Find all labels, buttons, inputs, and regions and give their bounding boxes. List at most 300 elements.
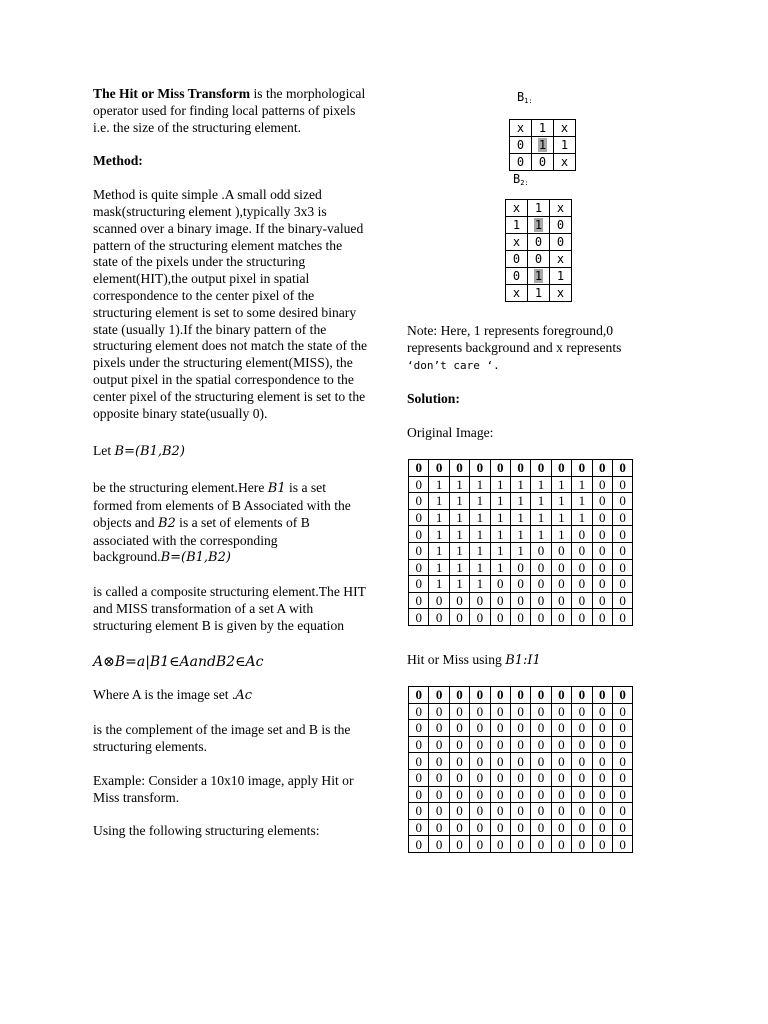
grid-cell: 1 xyxy=(429,493,449,510)
grid-cell: 1 xyxy=(429,542,449,559)
grid-cell: 0 xyxy=(531,803,551,820)
grid-cell: 0 xyxy=(592,736,612,753)
grid-cell: 0 xyxy=(490,819,510,836)
grid-cell: 0 xyxy=(409,526,429,543)
grid-cell: 0 xyxy=(572,769,592,786)
se-cell: 1 xyxy=(554,137,576,154)
grid-cell: 0 xyxy=(531,703,551,720)
grid-cell: 0 xyxy=(510,819,530,836)
se-cell: 0 xyxy=(532,154,554,171)
grid-cell: 0 xyxy=(531,559,551,576)
hit-or-miss-label: Hit or Miss using B1:I1 xyxy=(407,652,541,668)
grid-cell: 0 xyxy=(409,509,429,526)
grid-cell: 1 xyxy=(429,576,449,593)
grid-cell: 0 xyxy=(490,736,510,753)
grid-cell: 1 xyxy=(449,493,469,510)
grid-cell: 1 xyxy=(572,476,592,493)
grid-cell: 0 xyxy=(572,592,592,609)
intro-paragraph: The Hit or Miss Transform is the morphological operator used for finding local patterns of pixels i.e. the size of the structuring element. xyxy=(93,86,366,135)
grid-cell: 0 xyxy=(612,803,632,820)
grid-cell: 0 xyxy=(409,786,429,803)
grid-cell: 0 xyxy=(429,687,449,704)
grid-cell: 0 xyxy=(592,753,612,770)
grid-cell: 1 xyxy=(531,509,551,526)
se-cell: 0 xyxy=(528,251,550,268)
grid-cell: 0 xyxy=(510,609,530,626)
grid-row xyxy=(409,576,633,593)
grid-row xyxy=(409,493,633,510)
grid-cell: 0 xyxy=(429,736,449,753)
method-heading: Method: xyxy=(93,153,143,169)
grid-cell: 0 xyxy=(470,592,490,609)
grid-cell: 0 xyxy=(449,720,469,737)
grid-row xyxy=(409,460,633,477)
grid-cell: 1 xyxy=(551,476,571,493)
se-cell: 1 xyxy=(528,285,550,302)
grid-cell: 0 xyxy=(531,720,551,737)
grid-cell: 0 xyxy=(592,559,612,576)
grid-cell: 0 xyxy=(409,720,429,737)
let-formula: B=(B1,B2) xyxy=(114,444,185,460)
se-cell: 0 xyxy=(550,217,572,234)
grid-cell: 0 xyxy=(449,736,469,753)
grid-cell: 0 xyxy=(409,576,429,593)
se-row xyxy=(506,268,572,285)
se-row xyxy=(506,200,572,217)
grid-cell: 0 xyxy=(510,753,530,770)
se-cell: x xyxy=(506,200,528,217)
grid-cell: 0 xyxy=(470,687,490,704)
grid-cell: 0 xyxy=(449,753,469,770)
grid-cell: 0 xyxy=(429,819,449,836)
grid-cell: 0 xyxy=(592,720,612,737)
grid-cell: 1 xyxy=(531,493,551,510)
grid-cell: 0 xyxy=(551,687,571,704)
grid-cell: 0 xyxy=(531,542,551,559)
grid-cell: 0 xyxy=(470,786,490,803)
let-line: Let B=(B1,B2) xyxy=(93,443,185,460)
se-cell: 1 xyxy=(528,268,550,285)
grid-cell: 1 xyxy=(429,526,449,543)
se-cell: x xyxy=(550,200,572,217)
se-cell: x xyxy=(506,234,528,251)
grid-cell: 1 xyxy=(510,476,530,493)
grid-cell: 1 xyxy=(470,493,490,510)
grid-cell: 0 xyxy=(612,819,632,836)
structuring-element-paragraph: be the structuring element.Here B1 is a set formed from elements of B Associated with the objects and B2 is a set of elements of B associated with the corresponding background.B=(B1,B2) xyxy=(93,480,351,566)
grid-cell: 0 xyxy=(490,609,510,626)
grid-cell: 0 xyxy=(470,803,490,820)
grid-cell: 0 xyxy=(592,819,612,836)
grid-cell: 0 xyxy=(510,460,530,477)
grid-row xyxy=(409,687,633,704)
note-paragraph: Note: Here, 1 represents foreground,0 represents background and x represents ‘don’t care ‘. xyxy=(407,323,622,372)
example-paragraph: Example: Consider a 10x10 image, apply Hit or Miss transform. xyxy=(93,772,354,805)
grid-cell: 1 xyxy=(449,576,469,593)
se-cell: 1 xyxy=(550,268,572,285)
composite-paragraph: is called a composite structuring element.The HIT and MISS transformation of a set A with structuring element B is given by the equation xyxy=(93,584,366,633)
grid-cell: 0 xyxy=(612,769,632,786)
grid-cell: 0 xyxy=(551,559,571,576)
se-cell: x xyxy=(506,285,528,302)
b2-label: $B_{2:}$ xyxy=(513,172,529,187)
where-line: Where A is the image set .Ac xyxy=(93,687,252,704)
grid-cell: 0 xyxy=(551,576,571,593)
grid-cell: 0 xyxy=(409,476,429,493)
grid-cell: 0 xyxy=(449,687,469,704)
grid-cell: 0 xyxy=(409,836,429,853)
grid-cell: 1 xyxy=(551,509,571,526)
grid-cell: 1 xyxy=(490,542,510,559)
grid-cell: 1 xyxy=(490,559,510,576)
grid-cell: 0 xyxy=(510,576,530,593)
grid-cell: 0 xyxy=(429,703,449,720)
grid-cell: 0 xyxy=(551,592,571,609)
grid-cell: 0 xyxy=(592,609,612,626)
grid-cell: 0 xyxy=(490,576,510,593)
grid-cell: 0 xyxy=(510,786,530,803)
grid-row xyxy=(409,753,633,770)
grid-cell: 1 xyxy=(449,509,469,526)
grid-cell: 0 xyxy=(531,687,551,704)
grid-cell: 0 xyxy=(449,803,469,820)
original-image-label: Original Image: xyxy=(407,425,494,440)
grid-cell: 0 xyxy=(612,592,632,609)
grid-cell: 0 xyxy=(490,786,510,803)
grid-cell: 0 xyxy=(429,592,449,609)
grid-cell: 0 xyxy=(409,803,429,820)
grid-cell: 1 xyxy=(470,526,490,543)
grid-cell: 0 xyxy=(572,819,592,836)
grid-cell: 1 xyxy=(429,509,449,526)
se-row xyxy=(506,251,572,268)
grid-row xyxy=(409,542,633,559)
grid-cell: 0 xyxy=(592,509,612,526)
se-cell: x xyxy=(510,120,532,137)
grid-row xyxy=(409,769,633,786)
hit-or-miss-result-grid xyxy=(408,686,633,853)
grid-cell: 0 xyxy=(592,460,612,477)
grid-cell: 1 xyxy=(551,526,571,543)
grid-cell: 0 xyxy=(449,703,469,720)
grid-cell: 0 xyxy=(612,836,632,853)
complement-paragraph: is the complement of the image set and B is the structuring elements. xyxy=(93,722,351,754)
grid-cell: 0 xyxy=(429,836,449,853)
grid-cell: 0 xyxy=(612,576,632,593)
grid-cell: 0 xyxy=(490,592,510,609)
grid-cell: 0 xyxy=(531,460,551,477)
grid-cell: 0 xyxy=(409,819,429,836)
grid-cell: 0 xyxy=(551,720,571,737)
grid-cell: 0 xyxy=(470,609,490,626)
grid-cell: 0 xyxy=(592,687,612,704)
grid-cell: 1 xyxy=(510,493,530,510)
grid-cell: 0 xyxy=(612,476,632,493)
grid-cell: 1 xyxy=(429,559,449,576)
grid-cell: 1 xyxy=(510,509,530,526)
left-column xyxy=(93,86,368,840)
se-cell: 1 xyxy=(506,217,528,234)
grid-cell: 1 xyxy=(551,493,571,510)
grid-cell: 0 xyxy=(592,526,612,543)
b1-label: $B_{1:}$ xyxy=(517,90,533,105)
grid-row xyxy=(409,836,633,853)
grid-cell: 0 xyxy=(409,736,429,753)
grid-cell: 1 xyxy=(449,542,469,559)
grid-cell: 0 xyxy=(572,720,592,737)
grid-cell: 0 xyxy=(531,736,551,753)
se-cell: x xyxy=(550,285,572,302)
grid-cell: 0 xyxy=(470,460,490,477)
grid-cell: 0 xyxy=(572,526,592,543)
grid-cell: 1 xyxy=(449,559,469,576)
grid-cell: 0 xyxy=(612,753,632,770)
grid-cell: 0 xyxy=(510,803,530,820)
grid-cell: 0 xyxy=(409,559,429,576)
grid-cell: 0 xyxy=(490,753,510,770)
grid-cell: 0 xyxy=(551,753,571,770)
grid-cell: 0 xyxy=(429,720,449,737)
grid-cell: 0 xyxy=(592,476,612,493)
grid-cell: 0 xyxy=(409,542,429,559)
grid-cell: 0 xyxy=(409,703,429,720)
grid-cell: 0 xyxy=(572,559,592,576)
grid-cell: 0 xyxy=(612,542,632,559)
grid-row xyxy=(409,720,633,737)
grid-row xyxy=(409,803,633,820)
grid-cell: 0 xyxy=(612,609,632,626)
grid-cell: 0 xyxy=(490,687,510,704)
grid-cell: 0 xyxy=(470,720,490,737)
grid-cell: 0 xyxy=(592,803,612,820)
grid-cell: 0 xyxy=(531,819,551,836)
grid-cell: 0 xyxy=(429,460,449,477)
grid-cell: 0 xyxy=(551,609,571,626)
grid-cell: 0 xyxy=(490,460,510,477)
title: The Hit or Miss Transform xyxy=(93,86,251,101)
grid-cell: 0 xyxy=(449,769,469,786)
grid-cell: 0 xyxy=(572,836,592,853)
se-row xyxy=(506,217,572,234)
grid-cell: 0 xyxy=(551,703,571,720)
grid-cell: 0 xyxy=(551,786,571,803)
grid-cell: 1 xyxy=(470,559,490,576)
grid-cell: 0 xyxy=(531,769,551,786)
se-row xyxy=(506,234,572,251)
grid-cell: 0 xyxy=(572,687,592,704)
grid-cell: 0 xyxy=(572,753,592,770)
se-cell: 1 xyxy=(528,217,550,234)
grid-cell: 0 xyxy=(470,753,490,770)
grid-cell: 0 xyxy=(510,592,530,609)
grid-cell: 0 xyxy=(572,576,592,593)
grid-cell: 0 xyxy=(572,786,592,803)
se-cell: 1 xyxy=(532,120,554,137)
grid-cell: 0 xyxy=(470,836,490,853)
grid-row xyxy=(409,559,633,576)
grid-cell: 0 xyxy=(510,836,530,853)
grid-row xyxy=(409,819,633,836)
grid-cell: 0 xyxy=(612,786,632,803)
grid-cell: 0 xyxy=(531,753,551,770)
grid-cell: 0 xyxy=(490,769,510,786)
solution-heading: Solution: xyxy=(407,391,460,406)
grid-cell: 0 xyxy=(409,493,429,510)
grid-cell: 0 xyxy=(572,542,592,559)
grid-cell: 0 xyxy=(531,786,551,803)
grid-cell: 0 xyxy=(551,460,571,477)
b2-structuring-element xyxy=(505,199,572,302)
se-cell: 0 xyxy=(506,251,528,268)
grid-cell: 1 xyxy=(429,476,449,493)
grid-cell: 0 xyxy=(551,819,571,836)
grid-row xyxy=(409,703,633,720)
grid-cell: 0 xyxy=(409,687,429,704)
grid-cell: 0 xyxy=(449,460,469,477)
grid-cell: 0 xyxy=(429,753,449,770)
grid-cell: 0 xyxy=(470,819,490,836)
method-paragraph: Method is quite simple .A small odd sized mask(structuring element ),typically 3x3 is scanned over a binary image. If the binary-valued pattern of the structuring element matches the state of the pixels under the structuring element(HIT),the output pixel in spatial correspondence to the center pixel of the structuring element is set to some desired binary state (usually 1).If the binary pattern of the structuring element does not match the state of the pixels under the structuring element(MISS), the output pixel in the spatial correspondence to the center pixel of the structuring element is set to the opposite binary state(usually 0). xyxy=(93,187,368,421)
grid-cell: 0 xyxy=(429,769,449,786)
grid-cell: 0 xyxy=(449,819,469,836)
grid-cell: 0 xyxy=(409,609,429,626)
grid-cell: 0 xyxy=(449,836,469,853)
grid-cell: 0 xyxy=(531,836,551,853)
original-image-grid xyxy=(408,459,633,626)
grid-cell: 0 xyxy=(490,836,510,853)
grid-cell: 1 xyxy=(470,509,490,526)
se-cell: x xyxy=(554,154,576,171)
grid-cell: 0 xyxy=(510,559,530,576)
grid-cell: 0 xyxy=(551,836,571,853)
se-cell: 1 xyxy=(532,137,554,154)
grid-cell: 1 xyxy=(449,476,469,493)
grid-cell: 0 xyxy=(510,703,530,720)
grid-cell: 0 xyxy=(592,542,612,559)
se-cell: 0 xyxy=(510,137,532,154)
se-cell: 0 xyxy=(550,234,572,251)
grid-row xyxy=(409,736,633,753)
grid-cell: 0 xyxy=(612,736,632,753)
grid-row xyxy=(409,592,633,609)
grid-cell: 0 xyxy=(572,460,592,477)
grid-cell: 1 xyxy=(470,576,490,593)
se-cell: 0 xyxy=(510,154,532,171)
grid-cell: 0 xyxy=(551,769,571,786)
grid-cell: 0 xyxy=(409,592,429,609)
se-cell: 0 xyxy=(528,234,550,251)
grid-cell: 1 xyxy=(510,526,530,543)
grid-cell: 1 xyxy=(510,542,530,559)
grid-cell: 0 xyxy=(490,803,510,820)
grid-cell: 0 xyxy=(449,592,469,609)
grid-cell: 1 xyxy=(470,476,490,493)
grid-cell: 0 xyxy=(592,703,612,720)
grid-cell: 0 xyxy=(449,609,469,626)
grid-cell: 0 xyxy=(510,720,530,737)
grid-cell: 0 xyxy=(551,542,571,559)
grid-cell: 1 xyxy=(490,493,510,510)
grid-cell: 0 xyxy=(490,720,510,737)
grid-cell: 0 xyxy=(510,769,530,786)
grid-cell: 0 xyxy=(612,526,632,543)
grid-cell: 0 xyxy=(572,736,592,753)
grid-row xyxy=(409,786,633,803)
grid-cell: 0 xyxy=(409,460,429,477)
grid-cell: 0 xyxy=(592,769,612,786)
grid-cell: 0 xyxy=(510,687,530,704)
grid-cell: 1 xyxy=(531,526,551,543)
grid-cell: 0 xyxy=(531,592,551,609)
grid-cell: 0 xyxy=(592,786,612,803)
grid-cell: 1 xyxy=(470,542,490,559)
grid-cell: 1 xyxy=(490,526,510,543)
grid-cell: 0 xyxy=(592,493,612,510)
se-cell: x xyxy=(554,120,576,137)
grid-cell: 0 xyxy=(510,736,530,753)
grid-cell: 1 xyxy=(490,476,510,493)
grid-cell: 0 xyxy=(612,703,632,720)
b1-structuring-element xyxy=(509,119,576,171)
se-row xyxy=(510,154,576,171)
grid-row xyxy=(409,509,633,526)
se-cell: 1 xyxy=(528,200,550,217)
grid-row xyxy=(409,526,633,543)
grid-cell: 0 xyxy=(572,609,592,626)
grid-cell: 0 xyxy=(551,736,571,753)
grid-cell: 1 xyxy=(531,476,551,493)
grid-cell: 0 xyxy=(531,609,551,626)
se-row xyxy=(510,120,576,137)
grid-row xyxy=(409,609,633,626)
grid-cell: 1 xyxy=(449,526,469,543)
grid-cell: 0 xyxy=(429,803,449,820)
grid-cell: 0 xyxy=(592,576,612,593)
grid-cell: 0 xyxy=(429,609,449,626)
grid-cell: 0 xyxy=(470,769,490,786)
grid-cell: 0 xyxy=(470,703,490,720)
se-row xyxy=(506,285,572,302)
se-row xyxy=(510,137,576,154)
grid-cell: 0 xyxy=(612,460,632,477)
grid-cell: 0 xyxy=(612,687,632,704)
grid-cell: 1 xyxy=(572,493,592,510)
grid-cell: 0 xyxy=(612,493,632,510)
grid-cell: 0 xyxy=(612,720,632,737)
grid-row xyxy=(409,476,633,493)
equation: A⊗B=a|B1∈AandB2∈Ac xyxy=(93,653,264,670)
grid-cell: 0 xyxy=(572,703,592,720)
se-cell: 0 xyxy=(506,268,528,285)
grid-cell: 0 xyxy=(409,753,429,770)
grid-cell: 0 xyxy=(429,786,449,803)
grid-cell: 0 xyxy=(612,509,632,526)
grid-cell: 0 xyxy=(409,769,429,786)
using-line: Using the following structuring elements: xyxy=(93,823,320,839)
grid-cell: 1 xyxy=(572,509,592,526)
grid-cell: 0 xyxy=(470,736,490,753)
grid-cell: 0 xyxy=(531,576,551,593)
grid-cell: 0 xyxy=(592,592,612,609)
se-cell: x xyxy=(550,251,572,268)
grid-cell: 0 xyxy=(490,703,510,720)
grid-cell: 0 xyxy=(592,836,612,853)
grid-cell: 0 xyxy=(572,803,592,820)
grid-cell: 0 xyxy=(551,803,571,820)
grid-cell: 0 xyxy=(449,786,469,803)
grid-cell: 0 xyxy=(612,559,632,576)
grid-cell: 1 xyxy=(490,509,510,526)
